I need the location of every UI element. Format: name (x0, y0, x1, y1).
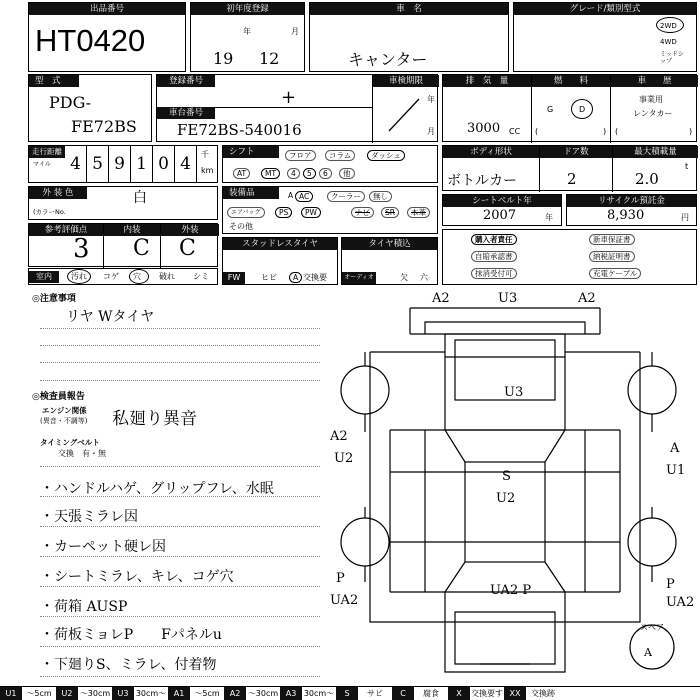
fuel-d-circle (571, 99, 593, 119)
inspection-gatsu: 月 (427, 127, 435, 136)
model-box (28, 74, 152, 142)
legend-value: 30cm～ (303, 689, 335, 698)
first-reg-gatsu: 月 (291, 27, 299, 36)
inspection-label: 車検期限 (373, 75, 439, 87)
lot-box (28, 2, 186, 72)
engine-label-1: エンジン関係 (42, 406, 87, 415)
studless-box (222, 237, 338, 285)
equip-ac: AC (295, 191, 313, 202)
legend-value: 腐食 (414, 687, 448, 700)
mileage-digit: 1 (131, 146, 153, 182)
studless-hibi: ヒビ (261, 273, 277, 282)
dmg-lr-p: P (336, 571, 345, 586)
legend-value: 交換要す (471, 689, 503, 698)
report-item-4: ・荷箱 AUSP (40, 599, 128, 615)
model-label: 型 式 (29, 75, 79, 87)
shift-box (222, 145, 438, 183)
interior-grade: C (133, 236, 150, 261)
doc-cancel: 抹消受付可 (471, 268, 517, 279)
legend-value: ～5cm (22, 687, 56, 700)
purpose-opt2: レンタカー (633, 109, 673, 118)
interior-item-2: 穴 (133, 272, 141, 281)
legend-key: A3 (280, 687, 302, 700)
capacity-unit: t (685, 162, 689, 171)
interior-box (28, 268, 218, 285)
capacity-label: 最大積載量 (613, 146, 698, 158)
purpose-label: 車 歴 (611, 75, 698, 87)
body-box (442, 145, 697, 191)
exterior-grade-label: 外装 (161, 224, 219, 236)
first-reg-month: 12 (259, 49, 280, 68)
dmg-u3-top: U3 (498, 292, 518, 306)
car-name-box (309, 2, 509, 72)
reg-value: + (281, 87, 297, 108)
docs-box (442, 229, 697, 285)
shift-6: 6 (319, 168, 332, 179)
notes-label: ◎注意事項 (32, 294, 76, 304)
fuel-d: D (579, 105, 586, 114)
mileage-digits (65, 146, 197, 182)
grade-4wd: 4WD (660, 38, 677, 46)
recycle-value: 8,930 (607, 208, 645, 223)
report-label: ◎検査員報告 (32, 392, 85, 402)
dmg-center-u2: U2 (496, 491, 516, 506)
doc-cable: 充電ケーブル (589, 268, 641, 279)
dmg-spare: A (644, 646, 652, 659)
studless-a: A (289, 272, 302, 283)
legend-key: U2 (56, 687, 78, 700)
doc-tax: 納税証明書 (589, 251, 635, 262)
studless-label: スタッドレスタイヤ (223, 238, 337, 250)
dmg-u3-cab: U3 (504, 385, 524, 400)
dmg-rr-ua2: UA2 (666, 595, 695, 610)
mileage-box (28, 145, 218, 183)
color-box (28, 186, 218, 220)
legend-key: C (392, 687, 414, 700)
reg-box (156, 74, 438, 142)
score-value: 3 (73, 234, 90, 264)
doc-warranty: 新車保証書 (589, 234, 635, 245)
color-label: 外 装 色 (29, 187, 87, 199)
purpose-opt1: 事業用 (639, 95, 663, 104)
shift-floor: フロア (285, 150, 316, 161)
audio-label: オーディオ (342, 272, 376, 284)
legend-key: XX (504, 687, 526, 700)
interior-item-1: コゲ (103, 272, 119, 281)
legend-value: 30cm～ (135, 689, 167, 698)
report-item-6: ・下廻りS、ミラレ、付着物 (40, 657, 217, 673)
report-item-1: ・天張ミラレ因 (40, 509, 138, 525)
dmg-a2-tr: A2 (578, 292, 596, 306)
color-sub: (カラーNo. (33, 208, 66, 216)
interior-item-3: 破れ (159, 272, 175, 281)
studless-sub: 交換要 (303, 273, 327, 282)
lot-number: HT0420 (35, 23, 146, 58)
shift-other: 他 (339, 168, 355, 179)
engine-label-2: (異音・不調等) (40, 417, 88, 425)
doc-jibai: 自賠承認書 (471, 251, 517, 262)
first-reg-box (190, 2, 305, 72)
equip-ps: PS (275, 207, 292, 218)
equip-navi: ナビ (351, 207, 374, 218)
seatbelt-unit: 年 (545, 213, 553, 222)
grade-box (513, 2, 697, 72)
dmg-right-u1: U1 (666, 463, 686, 478)
seatbelt-label: シートベルト年 (443, 195, 561, 207)
body-value: ボトルカー (447, 173, 517, 189)
displacement-value: 3000 (467, 121, 501, 136)
tire-load-box (341, 237, 438, 285)
audio-roku: 六 (420, 273, 428, 282)
doors-value: 2 (567, 170, 577, 188)
score-label: 参考評価点 (29, 224, 103, 236)
legend-key: U3 (112, 687, 134, 700)
report-item-0: ・ハンドルハゲ、グリップフレ、水眠 (40, 481, 274, 497)
mileage-unit1: 千 (201, 150, 209, 159)
grade-label: グレード/類別型式 (514, 3, 696, 15)
shift-column: コラム (325, 150, 355, 161)
notes-text: リヤ Wタイヤ (66, 309, 155, 325)
doc-buyer: 購入者責任 (471, 234, 517, 245)
seatbelt-value: 2007 (483, 208, 517, 223)
shift-4: 4 (287, 168, 300, 179)
fuel-g: G (547, 105, 554, 114)
shift-at: AT (233, 168, 250, 179)
interior-item-4: シミ (193, 272, 209, 281)
equip-cooler: クーラー (327, 191, 365, 202)
equip-other: その他 (229, 222, 253, 231)
interior-grade-label: 内装 (104, 224, 160, 236)
dmg-left-a2: A2 (330, 429, 348, 444)
legend-value: ～30cm (247, 689, 279, 698)
displacement-unit: CC (509, 127, 521, 136)
audio-ketsu: 欠 (400, 273, 408, 282)
model-line2: FE72BS (71, 117, 137, 136)
dmg-lr-ua2: UA2 (330, 593, 359, 608)
equip-sr: SR (381, 207, 399, 218)
dmg-rr-p: P (666, 577, 675, 592)
dmg-a2-tl: A2 (432, 292, 450, 306)
seatbelt-box (442, 194, 562, 226)
inspection-slash (385, 97, 421, 133)
lot-label: 出品番号 (29, 3, 185, 15)
dmg-left-u2: U2 (334, 451, 354, 466)
equip-pw: PW (301, 207, 321, 218)
grade-2wd-circle (656, 17, 684, 33)
report-item-3: ・シートミラレ、キレ、コゲ穴 (40, 569, 234, 585)
studless-fw: FW (223, 272, 245, 284)
damage-legend (0, 686, 700, 700)
first-reg-year: 19 (213, 49, 234, 68)
engine-value: 私廻り異音 (112, 409, 197, 429)
capacity-value: 2.0 (635, 170, 659, 188)
legend-value: ～30cm (79, 689, 111, 698)
equip-airbag: エアバッグ (227, 207, 265, 218)
car-name-value: キャンター (348, 50, 428, 69)
dmg-rear: UA2 P (490, 583, 532, 598)
interior-item-0: 汚れ (71, 272, 87, 281)
shift-5: 5 (303, 168, 316, 179)
legend-key: S (336, 687, 358, 700)
grade-mid: ミッドシップ (660, 51, 684, 65)
truck-diagram (330, 292, 700, 684)
model-line1: PDG- (49, 93, 92, 112)
equip-leather: 本革 (407, 207, 430, 218)
timing-sub: 交換 有・無 (58, 449, 106, 458)
report-item-2: ・カーペット硬レ因 (40, 539, 166, 555)
mileage-digit: 0 (153, 146, 175, 182)
equip-label: 装備品 (223, 187, 279, 199)
mileage-sub: マイル (33, 161, 51, 168)
mileage-unit2: km (201, 166, 214, 175)
exterior-grade: C (179, 236, 196, 261)
grade-2wd: 2WD (660, 22, 677, 30)
legend-value: 交換跡 (526, 687, 560, 700)
first-reg-label: 初年度登録 (191, 3, 304, 15)
shift-mt: MT (261, 168, 280, 179)
body-label: ボディ形状 (443, 146, 539, 158)
car-name-label: 車 名 (310, 3, 508, 15)
report-item-5: ・荷板ミョレP Fパネルu (40, 627, 222, 643)
first-reg-nen: 年 (243, 27, 251, 36)
mileage-label: 走行距離 (29, 146, 65, 158)
recycle-box (566, 194, 697, 226)
recycle-unit: 円 (681, 213, 689, 222)
chassis-value: FE72BS-540016 (177, 121, 302, 139)
equip-none: 無し (369, 191, 392, 202)
doors-label: ドア数 (540, 146, 612, 158)
reg-label: 登録番号 (157, 75, 215, 87)
legend-value: ～5cm (190, 687, 224, 700)
chassis-label: 車台番号 (157, 107, 215, 119)
equip-box (222, 186, 438, 234)
legend-key: A2 (224, 687, 246, 700)
dmg-right-a: A (670, 441, 680, 456)
equip-a: A (285, 191, 296, 202)
engine-box: 排 気 量 3000 CC 燃 料 G D ( ) 車 歴 事業用 レンタカー ( ) (442, 74, 697, 142)
color-value: 白 (133, 190, 147, 206)
mileage-digit: 4 (175, 146, 197, 182)
recycle-label: リサイクル預託金 (567, 195, 696, 207)
score-box (28, 223, 218, 267)
displacement-label: 排 気 量 (443, 75, 531, 87)
timing-label: タイミングベルト (40, 438, 100, 447)
shift-dash: ダッシュ (367, 150, 405, 161)
spare-label: スペア (640, 623, 664, 632)
mileage-digit: 5 (87, 146, 109, 182)
legend-value: サビ (358, 687, 392, 700)
legend-key: U1 (0, 687, 22, 700)
legend-key: X (448, 687, 470, 700)
inspection-nen: 年 (427, 95, 435, 104)
mileage-digit: 4 (65, 146, 87, 182)
shift-label: シフト (223, 146, 279, 158)
fuel-label: 燃 料 (532, 75, 610, 87)
tire-load-label: タイヤ積込 (342, 238, 437, 250)
mileage-digit: 9 (109, 146, 131, 182)
legend-key: A1 (168, 687, 190, 700)
dmg-center-s: S (502, 469, 511, 484)
interior-label: 室内 (29, 271, 59, 283)
